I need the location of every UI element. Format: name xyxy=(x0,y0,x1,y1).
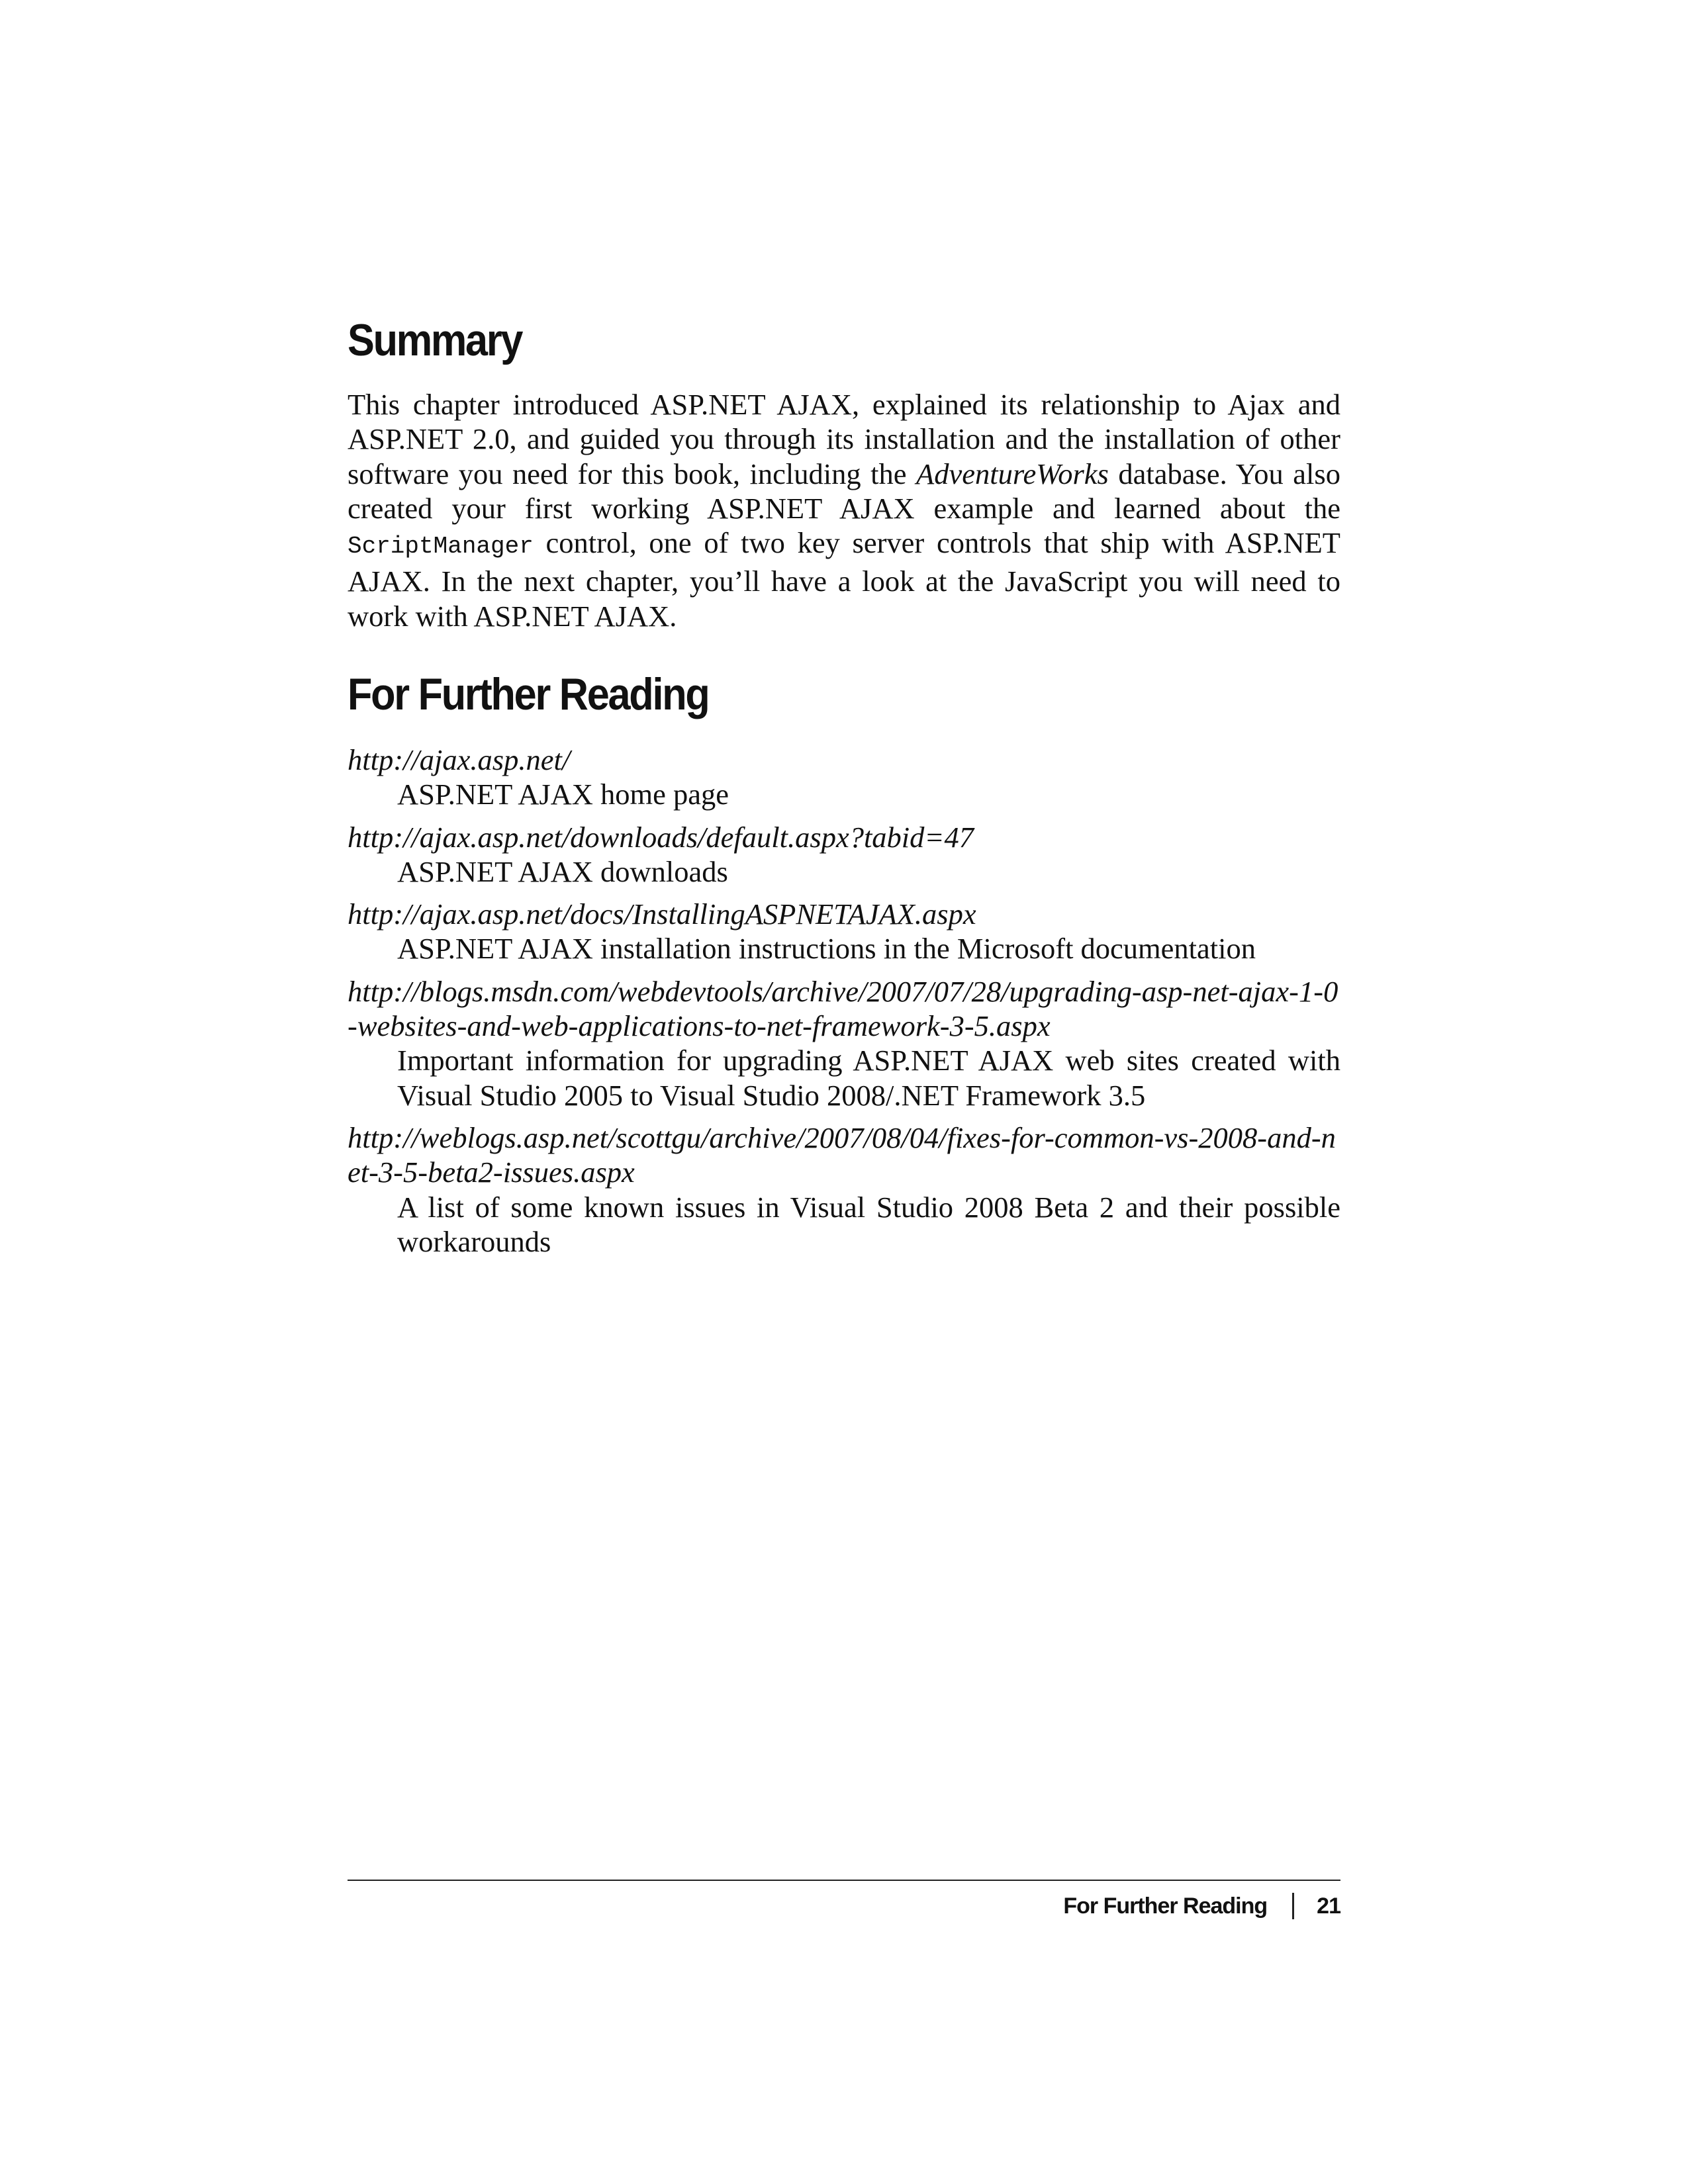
summary-text-part-3: control, one of two key server controls that ship with ASP.NET AJAX. In the next chapter, you’ll have a look at the JavaScript you will need to work with ASP.NET AJAX. xyxy=(348,526,1340,633)
reading-link[interactable]: http://ajax.asp.net/downloads/default.aspx?tabid=47 xyxy=(348,820,974,854)
reading-link[interactable]: http://ajax.asp.net/ xyxy=(348,743,571,776)
scriptmanager-code: ScriptManager xyxy=(348,533,534,561)
summary-heading: Summary xyxy=(348,315,522,365)
footer-divider xyxy=(348,1880,1340,1881)
summary-text-part-1: This chapter introduced ASP.NET AJAX, explained its relationship to Ajax and ASP.NET 2.0, and guided you through its installation and the installation of other software you need for this book, including the xyxy=(348,388,1340,490)
reading-entry xyxy=(348,974,1340,1113)
page-footer xyxy=(1063,1886,1340,1926)
reading-link[interactable]: http://blogs.msdn.com/webdevtools/archive/2007/07/28/upgrading-asp-net-ajax-1-0-websites-and-web-applications-to-net-framework-3-5.aspx xyxy=(348,974,1338,1043)
reading-description: ASP.NET AJAX downloads xyxy=(397,854,728,888)
summary-text-part-2: database. You also created your first working ASP.NET AJAX example and learned about the xyxy=(348,457,1340,525)
footer-section-title: For Further Reading xyxy=(1063,1893,1268,1919)
reading-description: A list of some known issues in Visual Studio 2008 Beta 2 and their possible workarounds xyxy=(397,1190,1340,1258)
reading-entry xyxy=(348,1120,1340,1259)
further-reading-heading: For Further Reading xyxy=(348,669,709,719)
reading-entry xyxy=(348,820,1340,889)
further-reading-list xyxy=(348,743,1340,1267)
reading-link[interactable]: http://ajax.asp.net/docs/InstallingASPNETAJAX.aspx xyxy=(348,897,976,931)
summary-paragraph xyxy=(348,387,1340,633)
reading-entry xyxy=(348,743,1340,812)
reading-link[interactable]: http://weblogs.asp.net/scottgu/archive/2007/08/04/fixes-for-common-vs-2008-and-net-3-5-beta2-issues.aspx xyxy=(348,1120,1336,1189)
adventureworks-term: AdventureWorks xyxy=(916,457,1109,490)
reading-description: ASP.NET AJAX home page xyxy=(397,778,729,811)
page-number: 21 xyxy=(1317,1893,1340,1919)
reading-entry xyxy=(348,897,1340,966)
reading-description: Important information for upgrading ASP.NET AJAX web sites created with Visual Studio 2005 to Visual Studio 2008/.NET Framework 3.5 xyxy=(397,1044,1340,1112)
footer-separator xyxy=(1292,1893,1294,1919)
reading-description: ASP.NET AJAX installation instructions in the Microsoft documentation xyxy=(397,932,1256,966)
